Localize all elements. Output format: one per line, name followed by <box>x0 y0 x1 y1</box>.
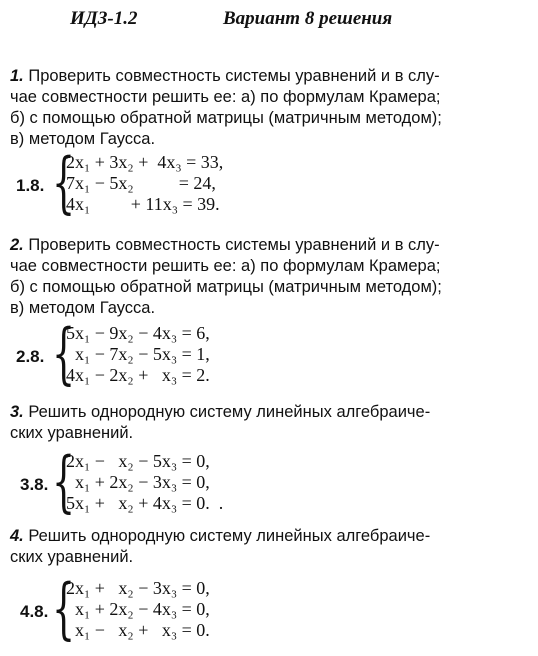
equation: x₁ + 2x₂ − 4x₃ = 0, <box>66 599 210 619</box>
equation: 2x₁ − x₂ − 5x₃ = 0, <box>66 451 210 471</box>
equation: 2x₁ + x₂ − 3x₃ = 0, <box>66 578 210 598</box>
equation: x₁ − 7x₂ − 5x₃ = 1, <box>66 344 210 364</box>
document-header <box>0 6 538 32</box>
left-brace: { <box>52 443 76 520</box>
equation: 7x₁ − 5x₂ = 24, <box>66 173 216 193</box>
task-number: 2. <box>10 236 24 254</box>
system-label: 4.8. <box>20 602 49 621</box>
equation-system-3 <box>16 443 316 520</box>
task-1-text: 1. Проверить совместность системы уравнений и в слу- чае совместности решить ее: а) по формулам Крамера; б) с помощью обратной матрицы (матричным методом); в) методом Гаусса. <box>10 67 442 148</box>
equation: 4x₁ − 2x₂ + x₃ = 2. <box>66 365 210 385</box>
equation: x₁ − x₂ + x₃ = 0. <box>66 620 210 640</box>
task-number: 1. <box>10 67 24 85</box>
equation: 2x₁ + 3x₂ + 4x₃ = 33, <box>66 152 224 172</box>
equation: x₁ + 2x₂ − 3x₃ = 0, <box>66 472 210 492</box>
left-brace: { <box>52 570 76 647</box>
task-3-text: 3. Решить однородную систему линейных алгебраиче- ских уравнений. <box>10 403 431 442</box>
equation-system-4 <box>16 570 316 647</box>
task-number: 3. <box>10 403 24 421</box>
equation-system-2 <box>16 315 316 392</box>
variant-title: Вариант 8 решения <box>223 8 393 29</box>
left-brace: { <box>52 144 76 221</box>
assignment-code: ИДЗ-1.2 <box>70 8 138 29</box>
equation: 5x₁ − 9x₂ − 4x₃ = 6, <box>66 323 210 343</box>
system-label: 3.8. <box>20 475 49 494</box>
system-label: 1.8. <box>16 176 45 195</box>
task-number: 4. <box>10 527 24 545</box>
task-4-text: 4. Решить однородную систему линейных алгебраиче- ских уравнений. <box>10 527 431 566</box>
task-2-text: 2. Проверить совместность системы уравнений и в слу- чае совместности решить ее: а) по формулам Крамера; б) с помощью обратной матрицы (матричным методом); в) методом Гаусса. <box>10 236 442 317</box>
equation: 5x₁ + x₂ + 4x₃ = 0. . <box>66 493 224 513</box>
equation: 4x₁ + 11x₃ = 39. <box>66 194 220 214</box>
left-brace: { <box>52 315 76 392</box>
equation-system-1 <box>16 144 316 221</box>
system-label: 2.8. <box>16 347 45 366</box>
